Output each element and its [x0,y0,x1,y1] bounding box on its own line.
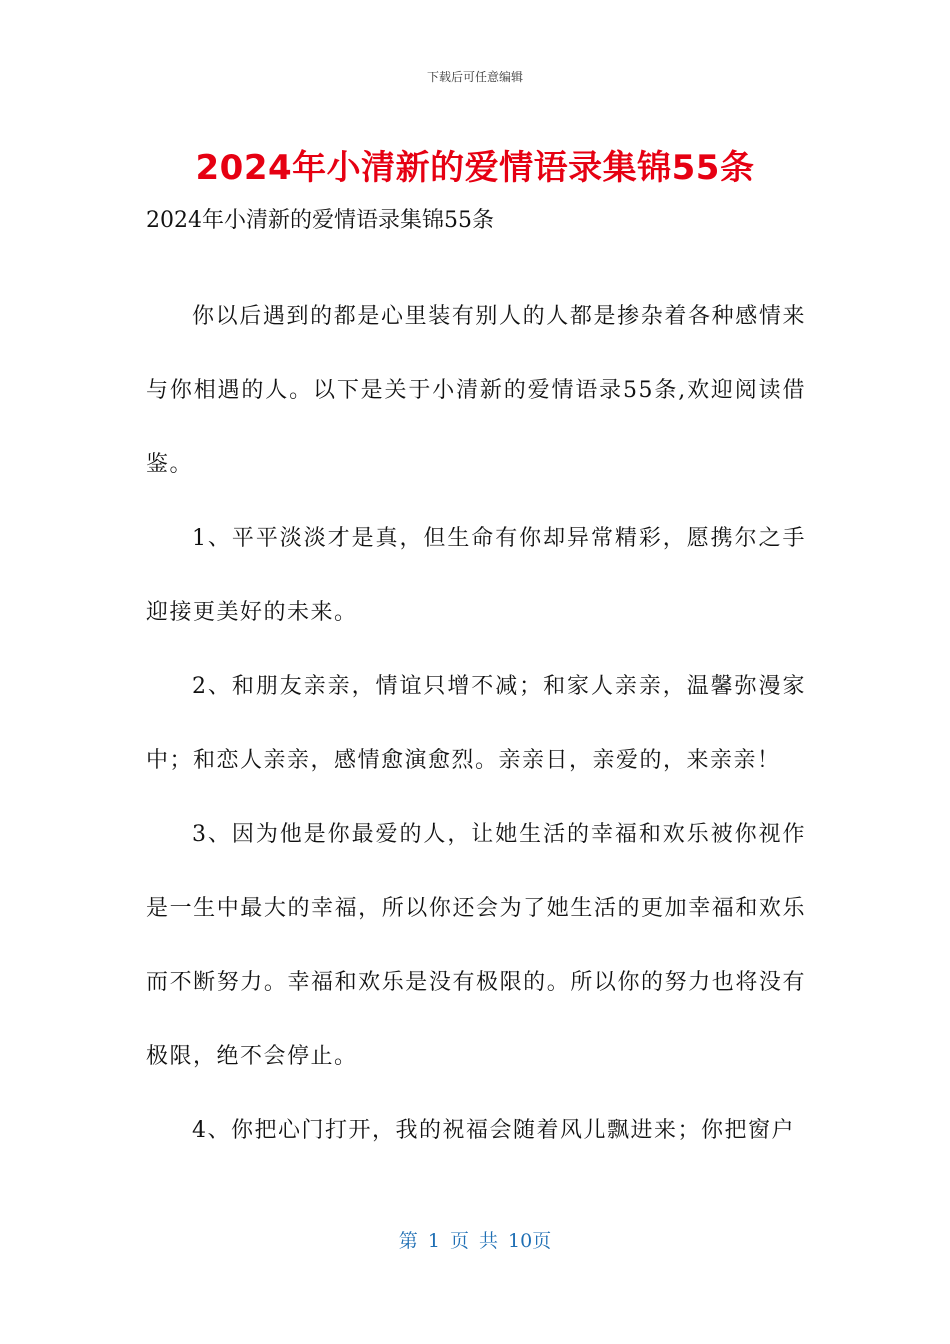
document-body [146,200,806,1168]
document-title: 2024年小清新的爱情语录集锦55条 [195,148,755,188]
document-subtitle: 2024年小清新的爱情语录集锦55条 [146,208,494,233]
paragraph-intro: 你以后遇到的都是心里装有别人的人都是掺杂着各种感情来与你相遇的人。以下是关于小清新的爱情语录55条,欢迎阅读借鉴。 [146,304,806,477]
paragraph-quote-3: 3、因为他是你最爱的人，让她生活的幸福和欢乐被你视作是一生中最大的幸福，所以你还会为了她生活的更加幸福和欢乐而不断努力。幸福和欢乐是没有极限的。所以你的努力也将没有极限，绝不会停止。 [146,822,806,1069]
page-indicator: 第 1 页 共 10页 [398,1230,552,1252]
paragraph-quote-2: 2、和朋友亲亲，情谊只增不减；和家人亲亲，温馨弥漫家中；和恋人亲亲，感情愈演愈烈。亲亲日，亲爱的，来亲亲！ [146,674,806,773]
header-note: 下载后可任意编辑 [426,70,523,84]
paragraph-quote-4: 4、你把心门打开，我的祝福会随着风儿飘进来；你把窗户 [192,1118,795,1143]
paragraph-quote-1: 1、平平淡淡才是真，但生命有你却异常精彩，愿携尔之手迎接更美好的未来。 [146,526,806,625]
